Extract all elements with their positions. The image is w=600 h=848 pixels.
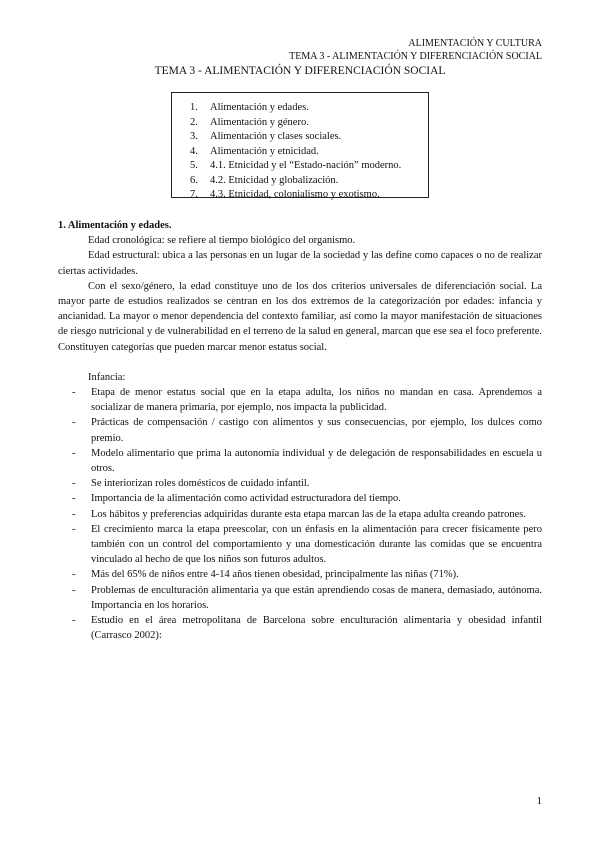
toc-item: 2. Alimentación y género. bbox=[190, 116, 309, 128]
list-item: - Más del 65% de niños entre 4-14 años tienen obesidad, principalmente las niñas (71%). bbox=[72, 569, 459, 581]
infancia-label: Infancia: bbox=[88, 371, 126, 383]
section-heading: 1. Alimentación y edades. bbox=[58, 220, 172, 231]
paragraph-sexo-genero: Con el sexo/género, la edad constituye uno de los dos criterios universales de diferenciación social. La mayor parte de estudios realizados se centran en los dos extremos de la categorización por edades: infancia y ancianidad. La mayor o menor dependencia del contexto familiar, así como la mayor manifestación de situaciones de riesgo nutricional y de vulnerabilidad en el terreno de la salud en general, marcan que ese sea el foco preferente. Constituyen categorías que pueden marcar menor estatus social. bbox=[58, 280, 542, 353]
table-of-contents bbox=[171, 92, 429, 198]
list-item: - Se interiorizan roles domésticos de cuidado infantil. bbox=[72, 478, 310, 490]
list-item: - Los hábitos y preferencias adquiridas durante esta etapa marcan las de la etapa adulta creando patrones. bbox=[72, 508, 526, 520]
list-item: - Problemas de enculturación alimentaria ya que están aprendiendo cosas de manera, demasiado, autónoma. Importancia en los horarios. bbox=[72, 584, 542, 611]
running-header-topic: TEMA 3 - ALIMENTACIÓN Y DIFERENCIACIÓN SOCIAL bbox=[289, 51, 542, 62]
toc-item: 5. 4.1. Etnicidad y el “Estado-nación” moderno. bbox=[190, 160, 402, 171]
page-title: TEMA 3 - ALIMENTACIÓN Y DIFERENCIACIÓN SOCIAL bbox=[154, 65, 446, 77]
section-body bbox=[58, 218, 542, 643]
list-item: - El crecimiento marca la etapa preescolar, con un énfasis en la alimentación para crecer físicamente pero también con un control del comportamiento y una domesticación durante las comidas que se encuentra vinculado al hecho de que los niños son futuros adultos. bbox=[72, 523, 542, 566]
paragraph-edad-estructural: Edad estructural: ubica a las personas en un lugar de la sociedad y las define como capaces o no de realizar ciertas actividades. bbox=[58, 250, 542, 277]
infancia-list bbox=[58, 385, 542, 643]
list-item: - Estudio en el área metropolitana de Barcelona sobre enculturación alimentaria y obesidad infantil (Carrasco 2002): bbox=[72, 615, 542, 642]
running-header-course: ALIMENTACIÓN Y CULTURA bbox=[408, 38, 542, 49]
page-number: 1 bbox=[536, 795, 542, 807]
toc-item: 3. Alimentación y clases sociales. bbox=[190, 131, 342, 142]
list-item: - Modelo alimentario que prima la autonomía individual y de delegación de responsabilidades en escuela u otros. bbox=[72, 447, 542, 475]
list-item: - Prácticas de compensación / castigo con alimentos y sus consecuencias, por ejemplo, los dulces como premio. bbox=[72, 417, 542, 444]
toc-item: 6. 4.2. Etnicidad y globalización. bbox=[190, 174, 339, 186]
list-item: - Importancia de la alimentación como actividad estructuradora del tiempo. bbox=[72, 493, 401, 505]
paragraph-edad-cronologica: Edad cronológica: se refiere al tiempo biológico del organismo. bbox=[88, 235, 356, 247]
toc-item: 4. Alimentación y etnicidad. bbox=[190, 145, 319, 157]
toc-item: 1. Alimentación y edades. bbox=[190, 102, 309, 113]
list-item: - Etapa de menor estatus social que en la etapa adulta, los niños no mandan en casa. Aprendemos a socializar de manera primaria, por ejemplo, nos impacta la publicidad. bbox=[72, 387, 542, 414]
toc-item: 7. 4.3. Etnicidad, colonialismo y exotismo. bbox=[190, 189, 380, 200]
